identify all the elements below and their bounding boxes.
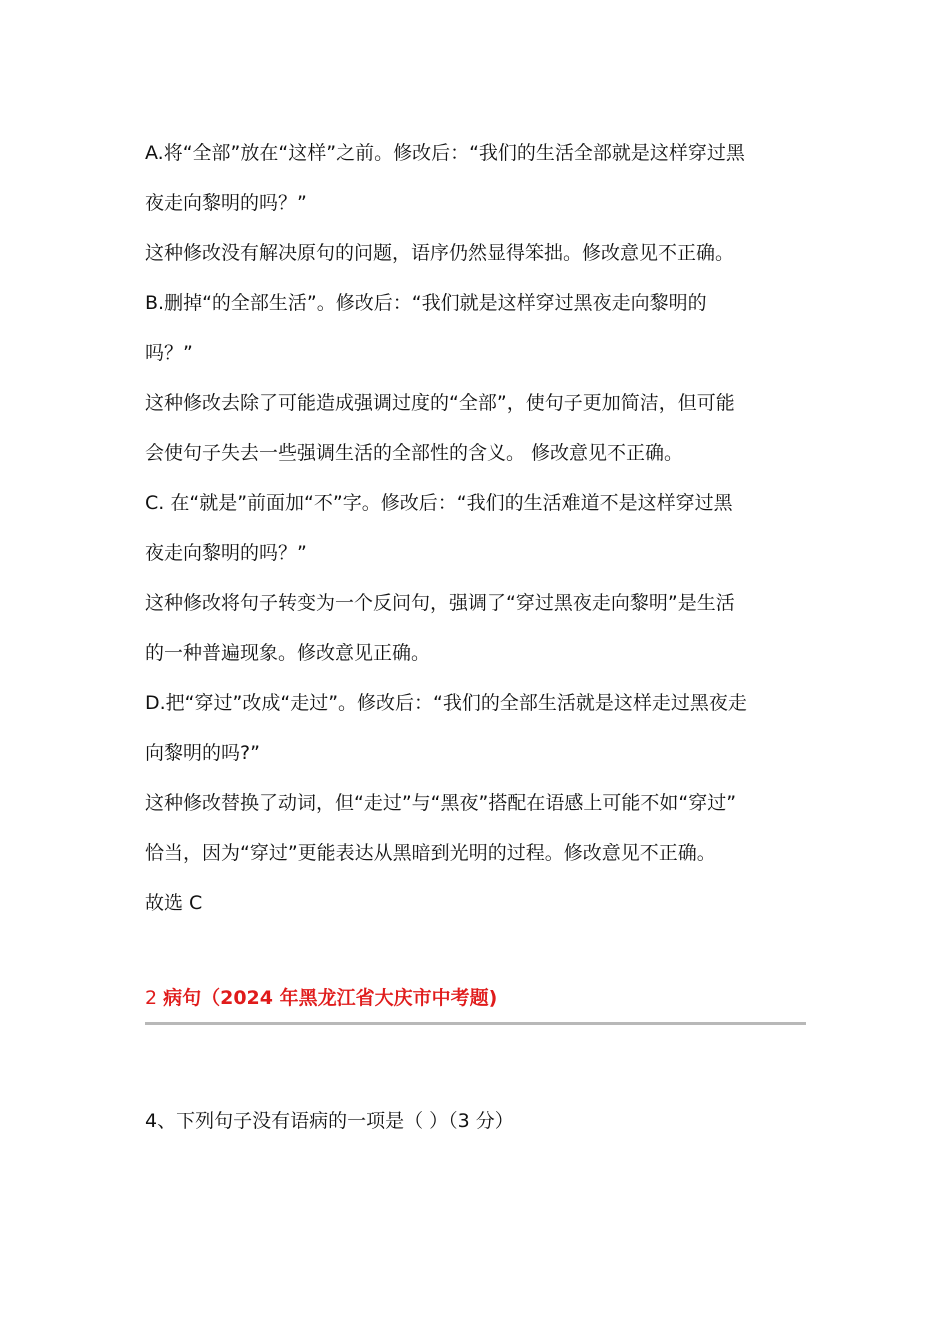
answer-line: 故选 C xyxy=(145,892,203,914)
text-line: 这种修改替换了动词，但“走过”与“黑夜”搭配在语感上可能不如“穿过” xyxy=(145,792,737,814)
text-line: A.将“全部”放在“这样”之前。修改后：“我们的生活全部就是这样穿过黑 xyxy=(145,142,745,164)
text-line: B.删掉“的全部生活”。修改后：“我们就是这样穿过黑夜走向黎明的 xyxy=(145,292,707,314)
text-line: 夜走向黎明的吗？” xyxy=(145,542,307,564)
text-line: 恰当，因为“穿过”更能表达从黑暗到光明的过程。修改意见不正确。 xyxy=(145,842,716,864)
text-line: 会使句子失去一些强调生活的全部性的含义。 修改意见不正确。 xyxy=(145,442,684,464)
text-line: 这种修改去除了可能造成强调过度的“全部”，使句子更加简洁，但可能 xyxy=(145,392,735,414)
text-line: C. 在“就是”前面加“不”字。修改后：“我们的生活难道不是这样穿过黑 xyxy=(145,492,733,514)
text-line: 吗？” xyxy=(145,342,193,364)
text-line: 这种修改将句子转变为一个反问句，强调了“穿过黑夜走向黎明”是生活 xyxy=(145,592,735,614)
text-line: 向黎明的吗?” xyxy=(145,742,260,764)
text-line: 夜走向黎明的吗？” xyxy=(145,192,307,214)
text-line: 这种修改没有解决原句的问题，语序仍然显得笨拙。修改意见不正确。 xyxy=(145,242,735,264)
answer-explanation xyxy=(145,128,810,928)
section-number: 2 xyxy=(145,987,158,1009)
section-title: 病句（2024 年黑龙江省大庆市中考题) xyxy=(163,987,498,1009)
text-line: D.把“穿过”改成“走过”。修改后：“我们的全部生活就是这样走过黑夜走 xyxy=(145,692,747,714)
section-heading xyxy=(145,978,806,1025)
text-line: 的一种普遍现象。修改意见正确。 xyxy=(145,642,431,664)
question-text: 4、下列句子没有语病的一项是（ ）（3 分） xyxy=(145,1110,514,1132)
